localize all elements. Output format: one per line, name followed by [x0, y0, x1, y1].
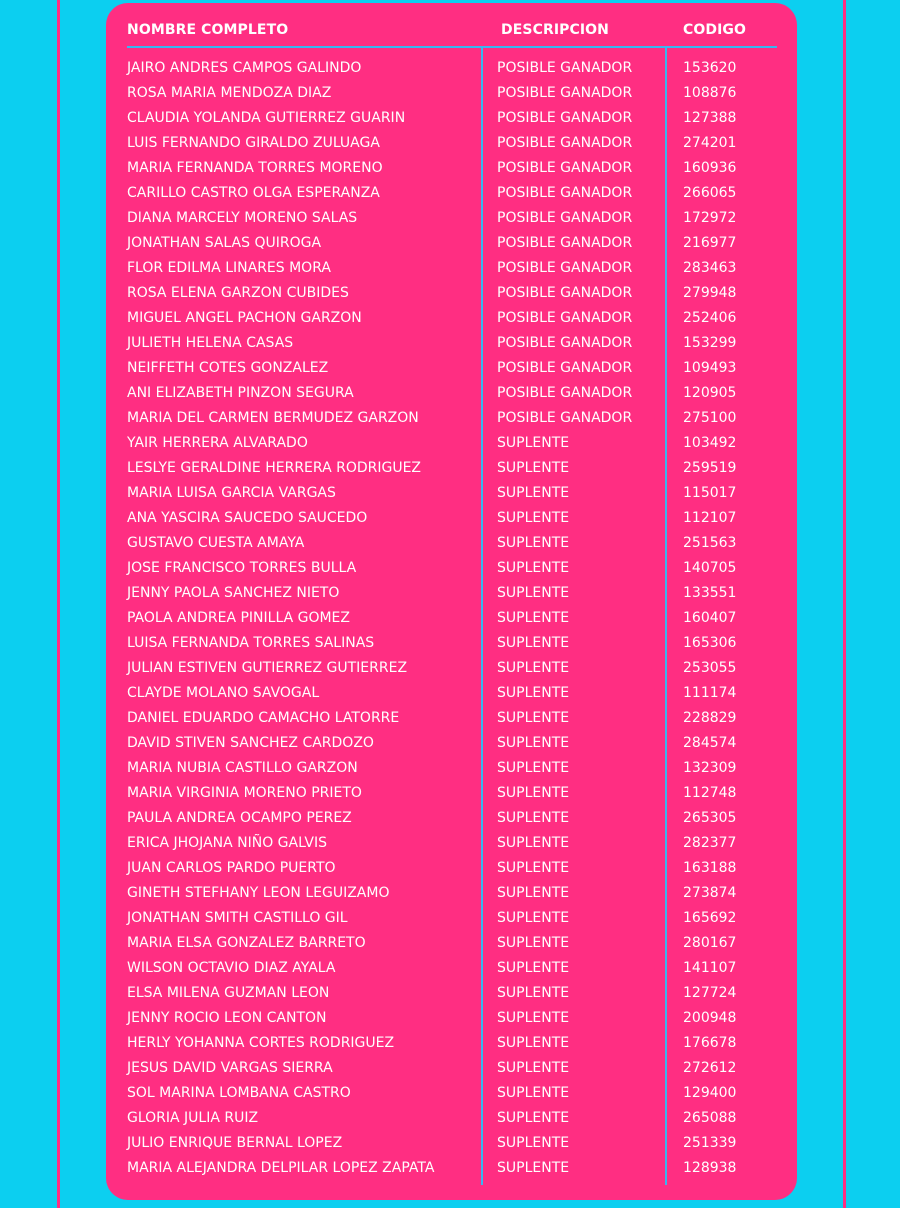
- cell-description: POSIBLE GANADOR: [497, 85, 633, 101]
- table-row: [106, 830, 797, 855]
- cell-code: 216977: [683, 235, 737, 251]
- cell-description: POSIBLE GANADOR: [497, 110, 633, 126]
- table-row: [106, 305, 797, 330]
- cell-description: POSIBLE GANADOR: [497, 160, 633, 176]
- cell-description: SUPLENTE: [497, 710, 570, 726]
- cell-code: 284574: [683, 735, 737, 751]
- cell-description: SUPLENTE: [497, 1160, 570, 1176]
- table-row: [106, 755, 797, 780]
- table-row: [106, 130, 797, 155]
- cell-name: JUAN CARLOS PARDO PUERTO: [127, 860, 336, 876]
- cell-name: NEIFFETH COTES GONZALEZ: [127, 360, 329, 376]
- cell-name: CLAUDIA YOLANDA GUTIERREZ GUARIN: [127, 110, 406, 126]
- cell-name: MARIA LUISA GARCIA VARGAS: [127, 485, 336, 501]
- table-row: [106, 1130, 797, 1155]
- cell-code: 266065: [683, 185, 737, 201]
- table-row: [106, 255, 797, 280]
- cell-code: 111174: [683, 685, 737, 701]
- results-card: [106, 3, 797, 1200]
- cell-description: SUPLENTE: [497, 885, 570, 901]
- table-row: [106, 105, 797, 130]
- cell-name: LESLYE GERALDINE HERRERA RODRIGUEZ: [127, 460, 422, 476]
- cell-description: SUPLENTE: [497, 685, 570, 701]
- cell-code: 112748: [683, 785, 737, 801]
- cell-name: CARILLO CASTRO OLGA ESPERANZA: [127, 185, 380, 201]
- cell-name: GUSTAVO CUESTA AMAYA: [127, 535, 305, 551]
- cell-description: POSIBLE GANADOR: [497, 135, 633, 151]
- cell-code: 273874: [683, 885, 737, 901]
- table-row: [106, 530, 797, 555]
- cell-code: 165692: [683, 910, 737, 926]
- cell-description: SUPLENTE: [497, 1135, 570, 1151]
- cell-name: ANA YASCIRA SAUCEDO SAUCEDO: [127, 510, 368, 526]
- cell-code: 160936: [683, 160, 737, 176]
- cell-code: 163188: [683, 860, 737, 876]
- cell-name: MARIA FERNANDA TORRES MORENO: [127, 160, 383, 176]
- header-code: CODIGO: [683, 22, 746, 38]
- table-row: [106, 455, 797, 480]
- cell-description: POSIBLE GANADOR: [497, 60, 633, 76]
- table-row: [106, 930, 797, 955]
- cell-name: JULIETH HELENA CASAS: [127, 335, 294, 351]
- table-row: [106, 505, 797, 530]
- table-row: [106, 580, 797, 605]
- table-row: [106, 1105, 797, 1130]
- cell-code: 172972: [683, 210, 737, 226]
- table-row: [106, 55, 797, 80]
- cell-name: JULIO ENRIQUE BERNAL LOPEZ: [127, 1135, 343, 1151]
- cell-description: SUPLENTE: [497, 860, 570, 876]
- cell-name: DIANA MARCELY MORENO SALAS: [127, 210, 358, 226]
- cell-description: SUPLENTE: [497, 735, 570, 751]
- right-edge-line: [843, 0, 846, 1208]
- cell-name: LUIS FERNANDO GIRALDO ZULUAGA: [127, 135, 380, 151]
- table-row: [106, 180, 797, 205]
- cell-description: SUPLENTE: [497, 610, 570, 626]
- table-row: [106, 805, 797, 830]
- table-row: [106, 1080, 797, 1105]
- cell-description: POSIBLE GANADOR: [497, 210, 633, 226]
- header-name: NOMBRE COMPLETO: [127, 22, 289, 38]
- cell-name: CLAYDE MOLANO SAVOGAL: [127, 685, 320, 701]
- cell-description: POSIBLE GANADOR: [497, 260, 633, 276]
- cell-code: 128938: [683, 1160, 737, 1176]
- cell-description: SUPLENTE: [497, 960, 570, 976]
- cell-name: ROSA MARIA MENDOZA DIAZ: [127, 85, 332, 101]
- cell-name: SOL MARINA LOMBANA CASTRO: [127, 1085, 351, 1101]
- cell-description: POSIBLE GANADOR: [497, 285, 633, 301]
- cell-code: 275100: [683, 410, 737, 426]
- cell-name: ERICA JHOJANA NIÑO GALVIS: [127, 835, 327, 851]
- header-description: DESCRIPCION: [501, 22, 609, 38]
- table-row: [106, 630, 797, 655]
- cell-code: 280167: [683, 935, 737, 951]
- cell-description: POSIBLE GANADOR: [497, 410, 633, 426]
- cell-description: SUPLENTE: [497, 910, 570, 926]
- cell-code: 160407: [683, 610, 737, 626]
- cell-code: 103492: [683, 435, 737, 451]
- table-row: [106, 80, 797, 105]
- cell-description: POSIBLE GANADOR: [497, 310, 633, 326]
- table-body: [106, 55, 797, 1180]
- cell-code: 140705: [683, 560, 737, 576]
- cell-name: ROSA ELENA GARZON CUBIDES: [127, 285, 349, 301]
- cell-name: JONATHAN SALAS QUIROGA: [127, 235, 322, 251]
- cell-description: SUPLENTE: [497, 635, 570, 651]
- table-row: [106, 730, 797, 755]
- table-row: [106, 855, 797, 880]
- left-edge-line: [57, 0, 60, 1208]
- cell-code: 133551: [683, 585, 737, 601]
- cell-code: 259519: [683, 460, 737, 476]
- cell-name: JESUS DAVID VARGAS SIERRA: [127, 1060, 333, 1076]
- cell-description: SUPLENTE: [497, 460, 570, 476]
- cell-name: YAIR HERRERA ALVARADO: [127, 435, 308, 451]
- cell-description: SUPLENTE: [497, 835, 570, 851]
- cell-code: 112107: [683, 510, 737, 526]
- cell-name: MARIA DEL CARMEN BERMUDEZ GARZON: [127, 410, 419, 426]
- cell-description: SUPLENTE: [497, 760, 570, 776]
- table-row: [106, 905, 797, 930]
- cell-code: 108876: [683, 85, 737, 101]
- cell-description: SUPLENTE: [497, 1085, 570, 1101]
- table-row: [106, 355, 797, 380]
- cell-code: 200948: [683, 1010, 737, 1026]
- cell-name: MARIA ELSA GONZALEZ BARRETO: [127, 935, 366, 951]
- cell-code: 282377: [683, 835, 737, 851]
- cell-description: SUPLENTE: [497, 560, 570, 576]
- table-row: [106, 1055, 797, 1080]
- cell-code: 120905: [683, 385, 737, 401]
- cell-code: 129400: [683, 1085, 737, 1101]
- table-row: [106, 555, 797, 580]
- table-row: [106, 405, 797, 430]
- cell-code: 176678: [683, 1035, 737, 1051]
- cell-description: SUPLENTE: [497, 1110, 570, 1126]
- cell-name: WILSON OCTAVIO DIAZ AYALA: [127, 960, 336, 976]
- table-row: [106, 330, 797, 355]
- table-row: [106, 155, 797, 180]
- cell-name: MARIA ALEJANDRA DELPILAR LOPEZ ZAPATA: [127, 1160, 435, 1176]
- cell-name: GLORIA JULIA RUIZ: [127, 1110, 259, 1126]
- table-row: [106, 780, 797, 805]
- cell-code: 153620: [683, 60, 737, 76]
- cell-description: POSIBLE GANADOR: [497, 335, 633, 351]
- table-row: [106, 1005, 797, 1030]
- cell-description: SUPLENTE: [497, 785, 570, 801]
- cell-code: 252406: [683, 310, 737, 326]
- table-row: [106, 205, 797, 230]
- cell-description: SUPLENTE: [497, 1035, 570, 1051]
- cell-description: SUPLENTE: [497, 1010, 570, 1026]
- cell-description: SUPLENTE: [497, 1060, 570, 1076]
- table-row: [106, 955, 797, 980]
- cell-code: 279948: [683, 285, 737, 301]
- cell-code: 127724: [683, 985, 737, 1001]
- cell-description: SUPLENTE: [497, 985, 570, 1001]
- cell-name: PAULA ANDREA OCAMPO PEREZ: [127, 810, 352, 826]
- cell-code: 274201: [683, 135, 737, 151]
- table-row: [106, 480, 797, 505]
- cell-code: 272612: [683, 1060, 737, 1076]
- cell-description: SUPLENTE: [497, 535, 570, 551]
- cell-name: ANI ELIZABETH PINZON SEGURA: [127, 385, 354, 401]
- table-header: [106, 3, 797, 49]
- cell-code: 251339: [683, 1135, 737, 1151]
- cell-description: SUPLENTE: [497, 660, 570, 676]
- header-divider: [127, 46, 777, 48]
- cell-code: 132309: [683, 760, 737, 776]
- cell-code: 153299: [683, 335, 737, 351]
- cell-code: 253055: [683, 660, 737, 676]
- table-row: [106, 230, 797, 255]
- cell-name: MARIA NUBIA CASTILLO GARZON: [127, 760, 358, 776]
- cell-code: 115017: [683, 485, 737, 501]
- cell-name: FLOR EDILMA LINARES MORA: [127, 260, 331, 276]
- cell-name: JONATHAN SMITH CASTILLO GIL: [127, 910, 348, 926]
- cell-code: 127388: [683, 110, 737, 126]
- cell-description: POSIBLE GANADOR: [497, 235, 633, 251]
- cell-description: SUPLENTE: [497, 585, 570, 601]
- cell-description: POSIBLE GANADOR: [497, 185, 633, 201]
- cell-code: 228829: [683, 710, 737, 726]
- table-row: [106, 1155, 797, 1180]
- table-row: [106, 605, 797, 630]
- table-row: [106, 380, 797, 405]
- cell-code: 251563: [683, 535, 737, 551]
- cell-code: 109493: [683, 360, 737, 376]
- cell-name: DANIEL EDUARDO CAMACHO LATORRE: [127, 710, 400, 726]
- cell-name: HERLY YOHANNA CORTES RODRIGUEZ: [127, 1035, 395, 1051]
- cell-name: GINETH STEFHANY LEON LEGUIZAMO: [127, 885, 390, 901]
- cell-name: ELSA MILENA GUZMAN LEON: [127, 985, 330, 1001]
- cell-name: JENNY PAOLA SANCHEZ NIETO: [127, 585, 340, 601]
- cell-description: SUPLENTE: [497, 510, 570, 526]
- cell-name: DAVID STIVEN SANCHEZ CARDOZO: [127, 735, 374, 751]
- cell-description: SUPLENTE: [497, 485, 570, 501]
- cell-name: MIGUEL ANGEL PACHON GARZON: [127, 310, 362, 326]
- cell-description: SUPLENTE: [497, 435, 570, 451]
- cell-code: 141107: [683, 960, 737, 976]
- cell-code: 265088: [683, 1110, 737, 1126]
- table-row: [106, 880, 797, 905]
- cell-code: 265305: [683, 810, 737, 826]
- cell-description: SUPLENTE: [497, 935, 570, 951]
- cell-name: JENNY ROCIO LEON CANTON: [127, 1010, 327, 1026]
- table-row: [106, 280, 797, 305]
- table-row: [106, 705, 797, 730]
- cell-name: MARIA VIRGINIA MORENO PRIETO: [127, 785, 362, 801]
- cell-name: JAIRO ANDRES CAMPOS GALINDO: [127, 60, 362, 76]
- cell-code: 283463: [683, 260, 737, 276]
- table-row: [106, 430, 797, 455]
- cell-description: POSIBLE GANADOR: [497, 360, 633, 376]
- cell-name: JOSE FRANCISCO TORRES BULLA: [127, 560, 357, 576]
- table-row: [106, 655, 797, 680]
- table-row: [106, 980, 797, 1005]
- cell-description: SUPLENTE: [497, 810, 570, 826]
- cell-name: JULIAN ESTIVEN GUTIERREZ GUTIERREZ: [127, 660, 408, 676]
- cell-description: POSIBLE GANADOR: [497, 385, 633, 401]
- table-row: [106, 680, 797, 705]
- cell-name: PAOLA ANDREA PINILLA GOMEZ: [127, 610, 350, 626]
- cell-code: 165306: [683, 635, 737, 651]
- table-row: [106, 1030, 797, 1055]
- cell-name: LUISA FERNANDA TORRES SALINAS: [127, 635, 375, 651]
